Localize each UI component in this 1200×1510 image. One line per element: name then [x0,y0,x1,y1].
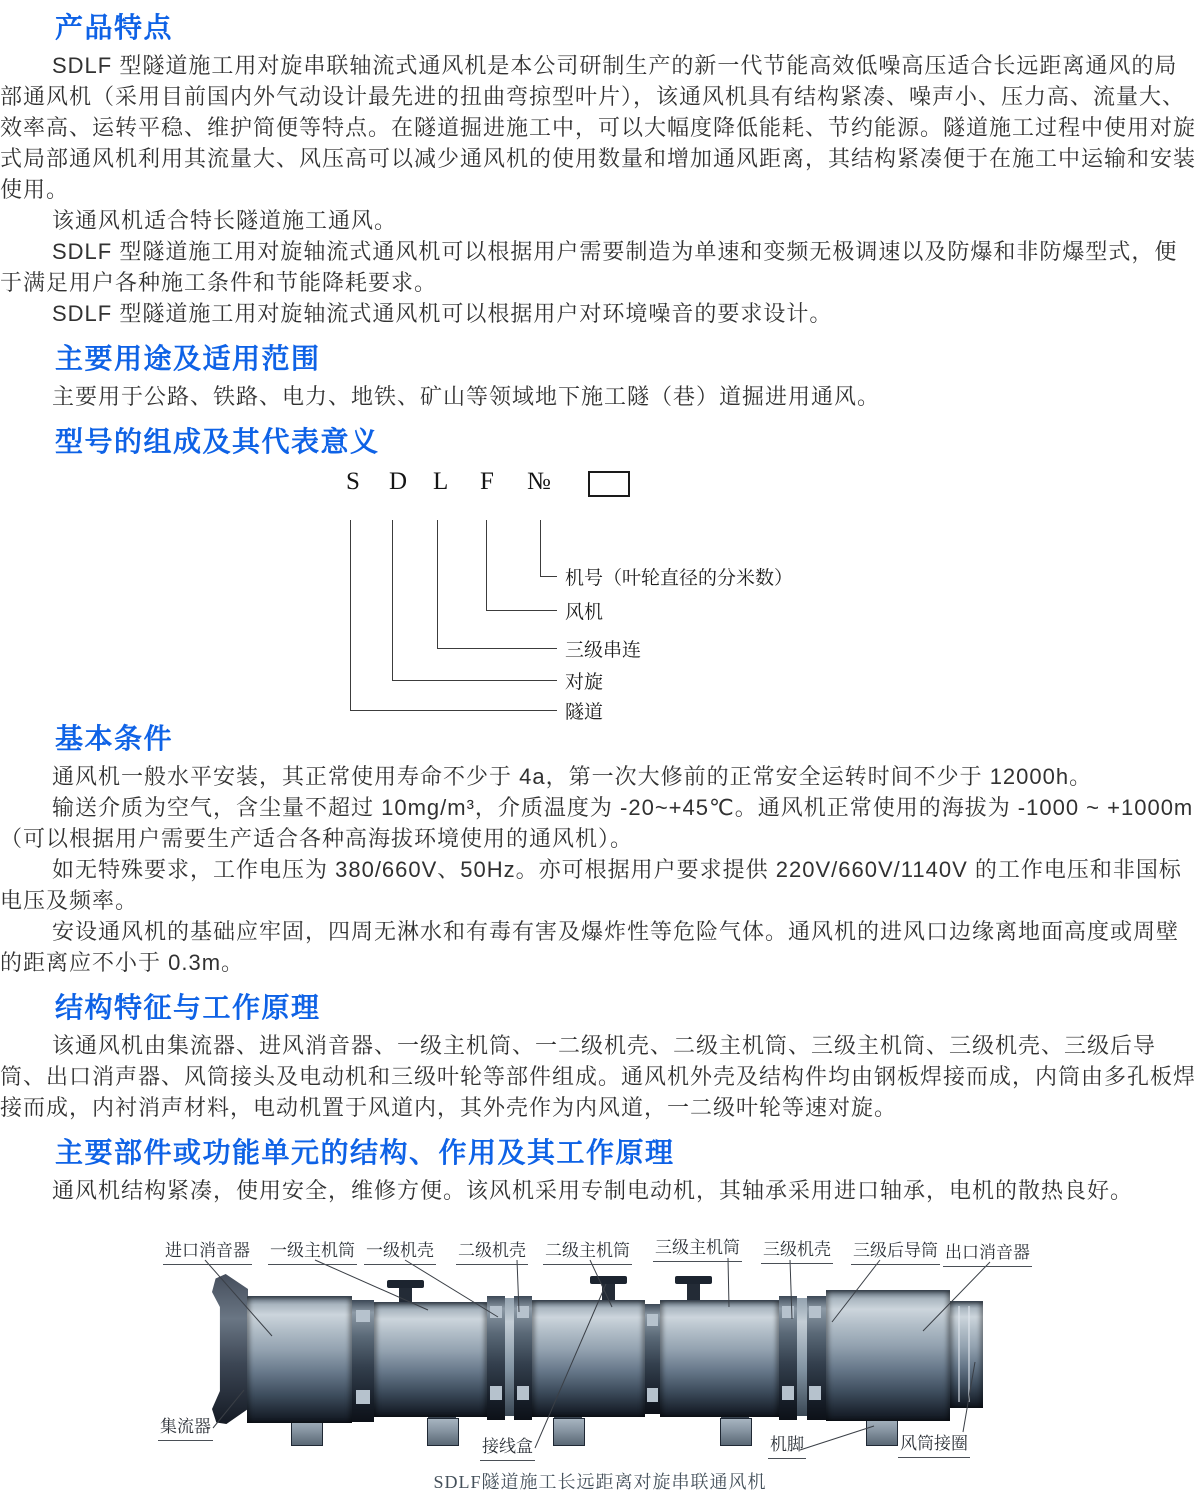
fan-diagram-caption: SDLF隧道施工长远距离对旋串联通风机 [433,1472,767,1492]
model-letter-l: L [433,468,449,495]
label-stage3-casing: 三级机壳 [761,1235,833,1264]
label-stage2-casing: 二级机壳 [456,1236,528,1265]
label-collector: 集流器 [158,1412,213,1441]
features-paragraph-1: SDLF 型隧道施工用对旋串联轴流式通风机是本公司研制生产的新一代节能高效低噪高压适合长远距离通风的局部通风机（采用目前国内外气动设计最先进的扭曲弯掠型叶片），该通风机具有结构紧凑、噪声小、压力高、流量大、效率高、运转平稳、维护简便等特点。在隧道掘进施工中，可以大幅度降低能耗、节约能源。隧道施工过程中使用对旋式局部通风机利用其流量大、风压高可以减少通风机的使用数量和增加通风距离，其结构紧凑便于在施工中运输和安装使用。 [0,53,1197,202]
model-branch-s [350,710,557,711]
model-line-s [350,520,351,710]
model-branch-d [392,680,557,681]
model-branch-l [437,648,557,649]
model-label-counter-rotating: 对旋 [565,672,604,693]
model-code-diagram [0,464,1200,723]
label-stage1-barrel: 一级主机筒 [268,1236,357,1265]
parts-paragraph: 通风机结构紧凑，使用安全，维修方便。该风机采用专制电动机，其轴承采用进口轴承，电机的散热良好。 [52,1178,1134,1203]
label-inlet-silencer: 进口消音器 [163,1236,252,1265]
model-line-f [486,520,487,610]
heading-basic-conditions: 基本条件 [55,723,174,754]
features-paragraph-3: SDLF 型隧道施工用对旋轴流式通风机可以根据用户需要制造为单速和变频无极调速以及防爆和非防爆型式，便于满足用户各种施工条件和节能降耗要求。 [0,239,1178,295]
label-stage2-barrel: 二级主机筒 [543,1236,632,1265]
heading-product-features: 产品特点 [55,12,174,43]
structure-paragraph: 该通风机由集流器、进风消音器、一级主机筒、一二级机壳、二级主机筒、三级主机筒、三级机壳、三级后导筒、出口消声器、风筒接头及电动机和三级叶轮等部件组成。通风机外壳及结构件均由钢板焊接而成，内筒由多孔板焊接而成，内衬消声材料，电动机置于风道内，其外壳作为内风道，一二级叶轮等速对旋。 [0,1033,1197,1120]
label-duct-connection-ring: 风筒接圈 [898,1429,970,1458]
model-label-fan: 风机 [565,602,604,623]
model-number-box [588,471,630,497]
model-letter-d: D [389,468,408,495]
model-branch-f [486,610,557,611]
heading-structure-principle: 结构特征与工作原理 [55,992,321,1023]
model-branch-no [540,576,557,577]
label-outlet-silencer: 出口消音器 [943,1238,1032,1267]
label-rear-guide-duct: 三级后导筒 [851,1236,940,1265]
model-letter-f: F [480,468,494,495]
model-line-no [540,520,541,576]
basic-paragraph-3: 如无特殊要求，工作电压为 380/660V、50Hz。亦可根据用户要求提供 220V/660V/1140V 的工作电压和非国标电压及频率。 [0,857,1182,913]
features-paragraph-2: 该通风机适合特长隧道施工通风。 [52,208,398,233]
model-line-d [392,520,393,680]
model-line-l [437,520,438,648]
model-letter-no: № [527,468,551,495]
label-machine-foot: 机脚 [768,1430,806,1459]
basic-paragraph-1: 通风机一般水平安装，其正常使用寿命不少于 4a，第一次大修前的正常安全运转时间不少于 12000h。 [52,764,1093,789]
model-label-tunnel: 隧道 [565,702,604,723]
model-letter-s: S [346,468,360,495]
label-stage3-barrel: 三级主机筒 [653,1233,742,1262]
model-label-three-stage-series: 三级串连 [565,640,642,661]
label-stage1-casing: 一级机壳 [364,1236,436,1265]
label-terminal-box: 接线盒 [480,1432,535,1461]
heading-main-usage: 主要用途及适用范围 [55,343,321,374]
heading-model-composition: 型号的组成及其代表意义 [55,426,380,457]
heading-main-parts: 主要部件或功能单元的结构、作用及其工作原理 [55,1137,675,1168]
model-label-fan-number: 机号（叶轮直径的分米数） [565,568,794,589]
features-paragraph-4: SDLF 型隧道施工用对旋轴流式通风机可以根据用户对环境噪音的要求设计。 [52,301,833,326]
basic-paragraph-2: 输送介质为空气，含尘量不超过 10mg/m³，介质温度为 -20~+45℃。通风机正常使用的海拔为 -1000 ~ +1000m（可以根据用户需要生产适合各种高海拔环境使用的通风机）。 [0,795,1194,851]
usage-paragraph: 主要用于公路、铁路、电力、地铁、矿山等领域地下施工隧（巷）道掘进用通风。 [52,384,881,409]
fan-diagram [0,1214,1200,1510]
basic-paragraph-4: 安设通风机的基础应牢固，四周无淋水和有毒有害及爆炸性等危险气体。通风机的进风口边缘离地面高度或周壁的距离应不小于 0.3m。 [0,919,1180,975]
